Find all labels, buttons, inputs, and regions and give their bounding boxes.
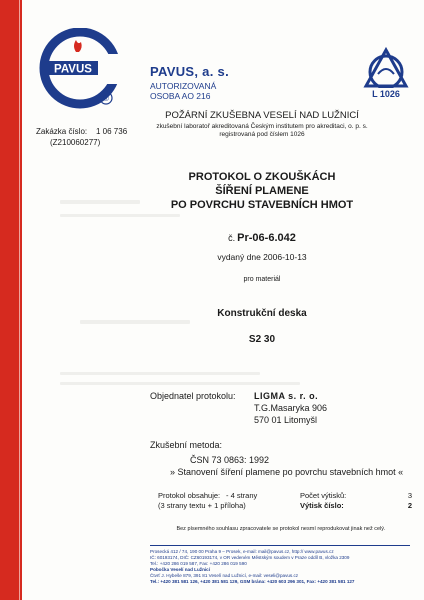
footer-line4: Pobočka Veselí nad Lužnicí bbox=[150, 567, 210, 572]
method-label: Zkušební metoda: bbox=[150, 440, 223, 450]
order-number: 1 06 736 bbox=[96, 127, 128, 136]
footer-line6: Tel.: +420 381 581 126, +420 381 581 129, GSM brána: +420 603 296 301, Fax: +420 381 581 127 bbox=[150, 579, 355, 584]
material-for-label: pro materiál bbox=[243, 276, 281, 283]
show-through bbox=[60, 372, 260, 375]
orderer-city: 570 01 Litomyšl bbox=[254, 415, 318, 425]
copies-label: Počet výtisků: bbox=[300, 491, 347, 500]
accreditation-mark-icon bbox=[360, 44, 412, 100]
show-through bbox=[80, 320, 190, 324]
authorization-line1: AUTORIZOVANÁ bbox=[150, 81, 217, 91]
title-line3: PO POVRCHU STAVEBNÍCH HMOT bbox=[170, 199, 354, 211]
lab-sub-line1: zkušební laboratoř akreditovaná Českým institutem pro akreditaci, o. p. s. bbox=[156, 123, 368, 130]
title-line1: PROTOKOL O ZKOUŠKÁCH bbox=[188, 171, 336, 183]
footer bbox=[150, 545, 410, 585]
copy-value: 2 bbox=[407, 501, 412, 510]
authorization-line2: OSOBA AO 216 bbox=[150, 91, 211, 101]
registered-mark: ® bbox=[103, 94, 109, 103]
order-code: (Z210060277) bbox=[50, 138, 101, 147]
show-through bbox=[60, 214, 180, 217]
order-label: Zakázka číslo: bbox=[36, 127, 88, 136]
logo-text: PAVUS bbox=[54, 63, 92, 76]
issue-date: vydaný dne 2006-10-13 bbox=[217, 252, 307, 262]
contents-pages: - 4 strany bbox=[226, 491, 258, 500]
material-class: S2 30 bbox=[248, 334, 276, 345]
lab-block bbox=[150, 110, 374, 139]
orderer-name: LIGMA s. r. o. bbox=[254, 391, 319, 401]
copies-value: 3 bbox=[407, 491, 412, 500]
title-line2: ŠÍŘENÍ PLAMENE bbox=[215, 185, 309, 197]
contents-detail: (3 strany textu + 1 příloha) bbox=[158, 501, 246, 510]
document-title bbox=[150, 170, 374, 212]
orderer-label: Objednatel protokolu: bbox=[150, 391, 236, 401]
contents-block bbox=[158, 491, 257, 511]
protocol-number bbox=[150, 232, 374, 244]
company-name: PAVUS, a. s. bbox=[150, 64, 229, 79]
footer-line2: IČ: 60193174, DIČ: CZ60193174, v OR vedeném Městským soudem v Praze oddíl B, vložka 2309 bbox=[150, 555, 350, 560]
copies-block bbox=[300, 491, 412, 511]
pavus-logo-icon bbox=[36, 28, 126, 112]
reproduction-note: Bez písemného souhlasu zpracovatele se protokol nesmí reprodukovat jinak než celý. bbox=[176, 526, 386, 532]
order-block bbox=[36, 126, 127, 148]
method-block bbox=[150, 454, 412, 478]
lab-name: POŽÁRNÍ ZKUŠEBNA VESELÍ NAD LUŽNICÍ bbox=[165, 110, 359, 121]
copy-label: Výtisk číslo: bbox=[300, 501, 344, 510]
footer-line3: Tel.: +420 286 019 587, Fax: +420 286 019 590 bbox=[150, 561, 247, 566]
footer-line1: Prosecká 412 / 74, 190 00 Praha 9 – Prosek, e-mail: mail@pavus.cz, http:// www.pavus.cz bbox=[150, 549, 334, 554]
method-standard: ČSN 73 0863: 1992 bbox=[190, 455, 270, 465]
protocol-prefix: č. bbox=[228, 233, 236, 243]
flame-icon bbox=[74, 40, 82, 52]
lab-sub-line2: registrovaná pod číslem 1026 bbox=[219, 131, 305, 138]
protocol-number-value: Pr-06-6.042 bbox=[237, 232, 296, 244]
contents-label: Protokol obsahuje: bbox=[158, 491, 221, 500]
orderer-street: T.G.Masaryka 906 bbox=[254, 403, 328, 413]
show-through bbox=[60, 382, 300, 385]
footer-line5: Čtvrť J. Hybeše 879, 391 81 Veselí nad Lužnicí, e-mail: veseli@pavus.cz bbox=[150, 573, 299, 578]
method-description: » Stanovení šíření plamene po povrchu stavebních hmot « bbox=[170, 467, 404, 477]
show-through bbox=[60, 200, 140, 204]
red-binding-strip bbox=[0, 0, 22, 600]
authorization bbox=[150, 81, 216, 101]
accreditation-number: L 1026 bbox=[372, 89, 400, 99]
material-name: Konstrukční deska bbox=[217, 308, 307, 319]
